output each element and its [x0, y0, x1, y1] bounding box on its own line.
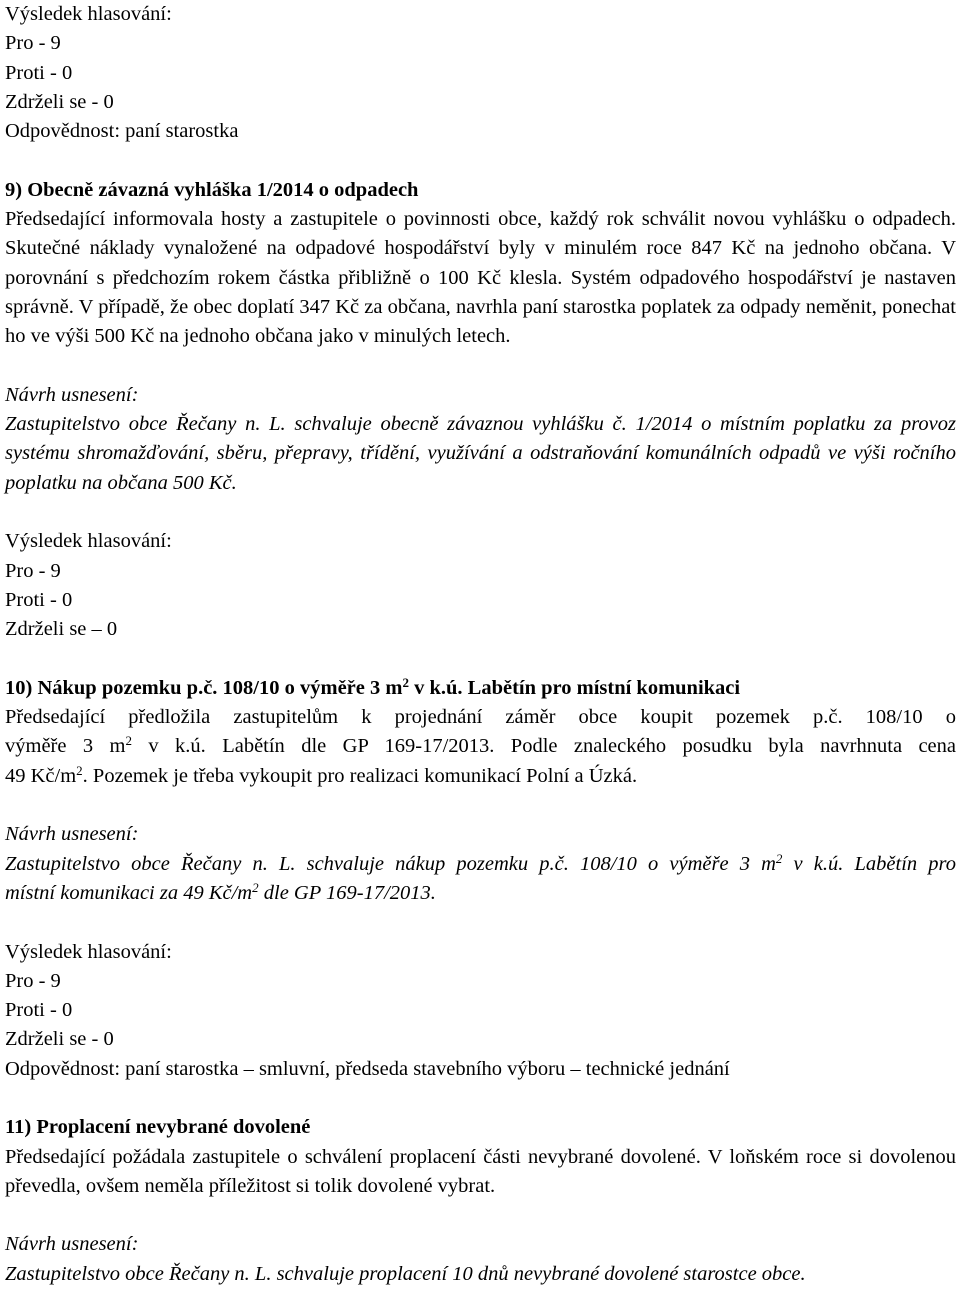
- resolution-proposal-text: Zastupitelstvo obce Řečany n. L. schvaluje obecně závaznou vyhlášku č. 1/2014 o místním poplatku za provoz systému shromažďování, sběru, přepravy, třídění, využívání a odstraňování komunálních odpadů ve výši ročního poplatku na občana 500 Kč.: [5, 413, 956, 494]
- responsibility: Odpovědnost: paní starostka – smluvní, předseda stavebního výboru – technické jednání: [5, 1057, 730, 1080]
- vote-pro: Pro - 9: [5, 32, 61, 55]
- agenda-item-paragraph-line: Předsedající předložila zastupitelům k projednání záměr obce koupit pozemek p.č. 108/10 o: [5, 706, 956, 729]
- resolution-proposal-line: místní komunikaci za 49 $Kč/m^2$ dle GP 169-17/2013.: [5, 879, 436, 904]
- agenda-item-heading: 11) Proplacení nevybrané dovolené: [5, 1116, 311, 1139]
- resolution-proposal-label: Návrh usnesení:: [5, 1233, 139, 1256]
- vote-pro: Pro - 9: [5, 559, 61, 582]
- agenda-item-paragraph: Předsedající informovala hosty a zastupitele o povinnosti obce, každý rok schválit novou vyhlášku o odpadech. Skutečné náklady vynaložené na odpadové hospodářství byly v minulém roce 847 Kč na jednoho občana. V porovnání s předchozím rokem částka přibližně o 100 Kč klesla. Systém odpadového hospodářství je nastaven správně. V případě, že obec doplatí 347 Kč za občana, navrhla paní starostka poplatek za odpady neměnit, ponechat ho ve výši 500 Kč na jednoho občana jako v minulých letech.: [5, 208, 956, 348]
- resolution-proposal-line: Zastupitelstvo obce Řečany n. L. schvaluje nákup pozemku p.č. 108/10 o výměře 3 $m^2$ v k.ú. Labětín pro: [5, 850, 956, 875]
- vote-result-block: [5, 0, 956, 146]
- agenda-item-10: [5, 674, 956, 1084]
- vote-result-title: Výsledek hlasování:: [5, 530, 172, 553]
- resolution-proposal-label: Návrh usnesení:: [5, 383, 139, 406]
- agenda-item-9: [5, 176, 956, 645]
- document-page: [5, 0, 956, 1289]
- vote-result-block: [5, 527, 956, 644]
- agenda-item-11: [5, 1113, 956, 1289]
- agenda-item-heading: 10) Nákup pozemku p.č. 108/10 o výměře 3 $m^2$ v k.ú. Labětín pro místní komunikaci: [5, 674, 741, 699]
- vote-result-title: Výsledek hlasování:: [5, 940, 172, 963]
- resolution-proposal-label: Návrh usnesení:: [5, 823, 139, 846]
- vote-zdrzeli: Zdrželi se – 0: [5, 618, 118, 641]
- vote-zdrzeli: Zdrželi se - 0: [5, 90, 114, 113]
- vote-proti: Proti - 0: [5, 588, 73, 611]
- vote-proti: Proti - 0: [5, 999, 73, 1022]
- vote-proti: Proti - 0: [5, 61, 73, 84]
- agenda-item-heading: 9) Obecně závazná vyhláška 1/2014 o odpadech: [5, 178, 419, 201]
- vote-result-block: [5, 938, 956, 1084]
- vote-zdrzeli: Zdrželi se - 0: [5, 1028, 114, 1051]
- responsibility: Odpovědnost: paní starostka: [5, 120, 239, 143]
- vote-pro: Pro - 9: [5, 969, 61, 992]
- agenda-item-paragraph-line: 49 $Kč/m^2$. Pozemek je třeba vykoupit pro realizaci komunikací Polní a Úzká.: [5, 762, 638, 787]
- vote-result-title: Výsledek hlasování:: [5, 3, 172, 25]
- agenda-item-paragraph-line: výměře 3 $m^2$ v k.ú. Labětín dle GP 169-17/2013. Podle znaleckého posudku byla navrhnuta cena: [5, 733, 957, 758]
- agenda-item-paragraph: Předsedající požádala zastupitele o schválení proplacení části nevybrané dovolené. V loňském roce si dovolenou převedla, ovšem neměla příležitost si tolik dovolené vybrat.: [5, 1145, 956, 1197]
- resolution-proposal-text: Zastupitelstvo obce Řečany n. L. schvaluje proplacení 10 dnů nevybrané dovolené starostce obce.: [5, 1262, 806, 1285]
